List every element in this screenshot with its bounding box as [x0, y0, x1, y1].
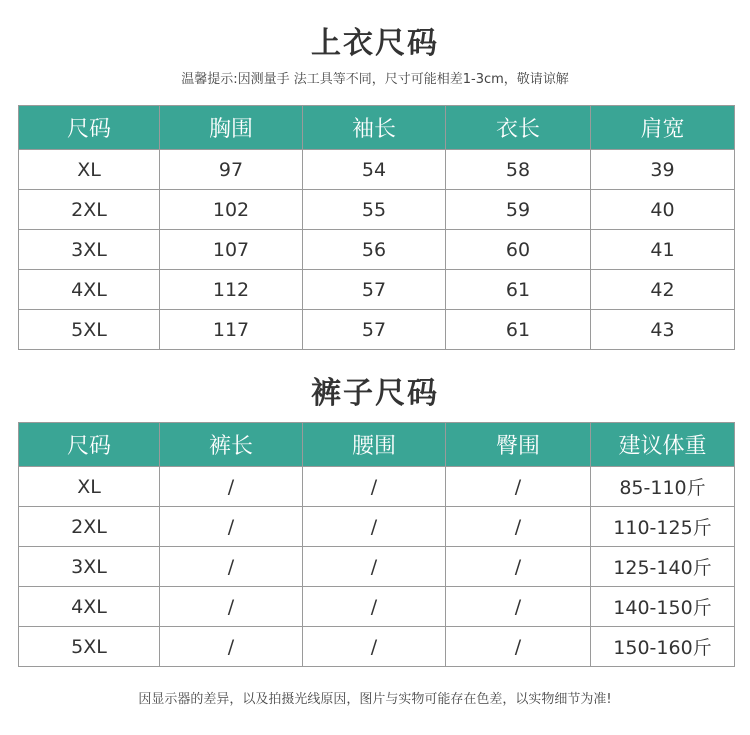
table-cell: / — [160, 587, 303, 627]
table-cell: 107 — [160, 230, 303, 270]
table-cell: / — [160, 467, 303, 507]
table-row — [19, 310, 735, 350]
table-cell: 2XL — [19, 507, 160, 547]
table-cell: 140-150斤 — [591, 587, 735, 627]
table-row — [19, 190, 735, 230]
top-table-header-row — [19, 106, 735, 150]
table-cell: / — [160, 507, 303, 547]
table-cell: 61 — [446, 310, 591, 350]
table-cell: 85-110斤 — [591, 467, 735, 507]
table-cell: 58 — [446, 150, 591, 190]
table-row — [19, 627, 735, 667]
table-cell: 60 — [446, 230, 591, 270]
table-row — [19, 467, 735, 507]
table-row — [19, 507, 735, 547]
table-cell: 4XL — [19, 587, 160, 627]
header-cell: 建议体重 — [591, 423, 735, 467]
table-cell: 43 — [591, 310, 735, 350]
table-cell: 97 — [160, 150, 303, 190]
color-difference-note: 因显示器的差异，以及拍摄光线原因，图片与实物可能存在色差，以实物细节为准! — [138, 692, 612, 707]
table-cell: 41 — [591, 230, 735, 270]
measurement-note: 温馨提示:因测量手 法工具等不同，尺寸可能相差1-3cm，敬请谅解 — [181, 72, 569, 87]
table-row — [19, 587, 735, 627]
table-row — [19, 150, 735, 190]
table-cell: 125-140斤 — [591, 547, 735, 587]
bottom-table-header-row — [19, 423, 735, 467]
table-cell: XL — [19, 150, 160, 190]
table-cell: 54 — [303, 150, 446, 190]
header-cell: 裤长 — [160, 423, 303, 467]
table-cell: 2XL — [19, 190, 160, 230]
table-cell: 150-160斤 — [591, 627, 735, 667]
table-cell: / — [446, 547, 591, 587]
header-cell: 胸围 — [160, 106, 303, 150]
table-cell: 5XL — [19, 627, 160, 667]
table-cell: 117 — [160, 310, 303, 350]
header-cell: 袖长 — [303, 106, 446, 150]
table-row — [19, 547, 735, 587]
table-cell: / — [446, 507, 591, 547]
top-size-table — [18, 105, 735, 350]
table-cell: 55 — [303, 190, 446, 230]
table-cell: 56 — [303, 230, 446, 270]
bottom-table-title: 裤子尺码 — [311, 376, 439, 411]
table-cell: / — [303, 587, 446, 627]
table-cell: / — [303, 507, 446, 547]
header-cell: 尺码 — [19, 106, 160, 150]
header-cell: 肩宽 — [591, 106, 735, 150]
table-cell: 112 — [160, 270, 303, 310]
table-row — [19, 270, 735, 310]
table-cell: / — [446, 467, 591, 507]
table-row — [19, 230, 735, 270]
table-cell: 40 — [591, 190, 735, 230]
table-cell: / — [160, 627, 303, 667]
table-cell: / — [303, 467, 446, 507]
table-cell: 57 — [303, 270, 446, 310]
table-cell: 102 — [160, 190, 303, 230]
table-cell: 5XL — [19, 310, 160, 350]
table-cell: 42 — [591, 270, 735, 310]
table-cell: 57 — [303, 310, 446, 350]
table-cell: / — [303, 627, 446, 667]
header-cell: 腰围 — [303, 423, 446, 467]
table-cell: 4XL — [19, 270, 160, 310]
table-cell: / — [303, 547, 446, 587]
table-cell: / — [446, 627, 591, 667]
table-cell: XL — [19, 467, 160, 507]
table-cell: 61 — [446, 270, 591, 310]
header-cell: 衣长 — [446, 106, 591, 150]
bottom-size-table — [18, 422, 735, 667]
header-cell: 臀围 — [446, 423, 591, 467]
table-cell: 59 — [446, 190, 591, 230]
table-cell: / — [160, 547, 303, 587]
table-cell: 3XL — [19, 230, 160, 270]
top-table-title: 上衣尺码 — [311, 26, 439, 61]
table-cell: 110-125斤 — [591, 507, 735, 547]
table-cell: 39 — [591, 150, 735, 190]
table-cell: 3XL — [19, 547, 160, 587]
table-cell: / — [446, 587, 591, 627]
header-cell: 尺码 — [19, 423, 160, 467]
